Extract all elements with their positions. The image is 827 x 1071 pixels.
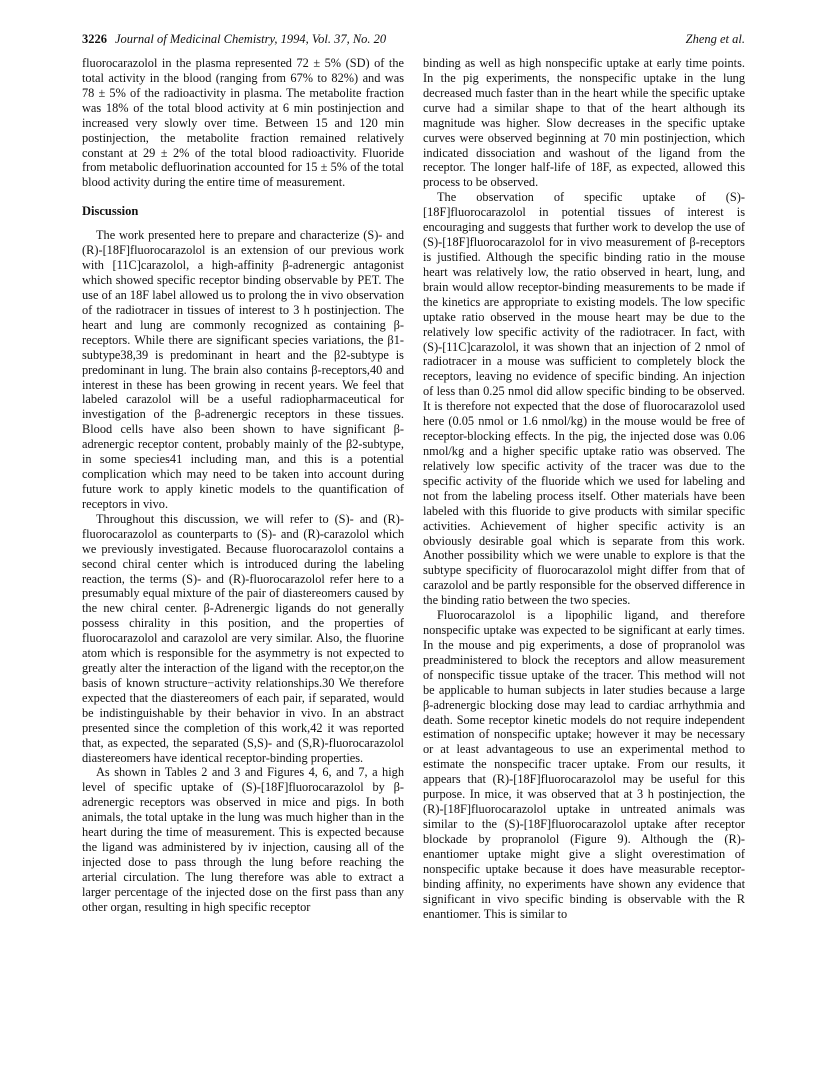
discussion-paragraph-4: The observation of specific uptake of (S)-[18F]fluorocarazolol in potential tissues of interest is encouraging and suggests that further work to develop the use of (S)-[18F]fluorocarazolol for in vivo measurement of β-receptors is justified. Although the specific binding ratio in the mouse heart was relatively low, the ratio observed in heart, lung, and brain would allow receptor-binding measurements to be made if the kinetics are appropriate to existing models. The low specific uptake ratio observed in the mouse heart may be due to the relatively low specific activity of the radiotracer. In fact, with (S)-[11C]carazolol, it was shown that an injection of 2 nmol of radiotracer in a mouse was sufficient to completely block the receptors, leaving no evidence of specific binding. An injection of less than 0.25 nmol did allow specific binding to be observed. It is therefore not expected that the dose of fluorocarazolol used here (0.05 nmol or 1.6 nmol/kg) in the mouse would be free of receptor-blocking effects. In the pig, the injected dose was 0.06 nmol/kg and a higher specific uptake ratio was observed. The relatively low specific activity of the tracer was due to the specific activity of the fluoride which we used for labeling and not from the labeling process itself. Other materials have been labeled with this fluoride to give products with similar specific activities. Achievement of higher specific activity is an obviously desirable goal which is separate from this work. Another possibility which we were unable to explore is that the subtype specificity of fluorocarazolol might differ from that of carazolol and be partly responsible for the observed difference in the binding ratio between the two species.	[423, 190, 745, 608]
section-heading-discussion: Discussion	[82, 204, 139, 219]
running-authors: Zheng et al.	[685, 32, 745, 46]
journal-citation: Journal of Medicinal Chemistry, 1994, Vol. 37, No. 20	[115, 32, 387, 46]
discussion-paragraph-1: The work presented here to prepare and characterize (S)- and (R)-[18F]fluorocarazolol is an extension of our previous work with [11C]carazolol, a high-affinity β-adrenergic antagonist which showed specific receptor binding observable by PET. The use of an 18F label allowed us to prolong the in vivo observation of the radiotracer in tissues of interest to 3 h postinjection. The heart and lung are commonly recognized as containing β-receptors. While there are significant species variations, the β1-subtype38,39 is predominant in heart and the β2-subtype is predominant in lung. The brain also contains β-receptors,40 and interest in these has been growing in recent years. We feel that labeled carazolol will be a useful radiopharmaceutical for investigation of the β-adrenergic receptors in these tissues. Blood cells have also been shown to have significant β-adrenergic receptor content, probably mainly of the β2-subtype, in some species41 including man, and this is a potential complication which may need to be taken into account during future work to apply kinetic models to the quantification of receptors in vivo.	[82, 228, 404, 511]
results-paragraph-continued: fluorocarazolol in the plasma represented 72 ± 5% (SD) of the total activity in the blood (ranging from 67% to 82%) and was 78 ± 5% of the radioactivity in plasma. The metabolite fraction was 18% of the total blood activity at 6 min postinjection and increased very slowly over time. Between 15 and 120 min postinjection, the metabolite fraction remained relatively constant at 29 ± 2% of the total blood radioactivity. Fluoride from metabolic defluorination accounted for 15 ± 5% of the total blood activity during the entire time of measurement.	[82, 56, 404, 190]
discussion-paragraph-3-continued: binding as well as high nonspecific uptake at early time points. In the pig experiments, the nonspecific uptake in the lung decreased much faster than in the heart while the specific uptake curve had a similar shape to that of the heart although its magnitude was higher. Slow decreases in the specific uptake curves were observed beginning at 70 min postinjection, which indicated dissociation and washout of the ligand from the receptor. The longer half-life of 18F, as expected, allowed this process to be observed.	[423, 56, 745, 190]
right-column	[423, 56, 745, 921]
running-header	[82, 32, 745, 50]
discussion-paragraph-2: Throughout this discussion, we will refer to (S)- and (R)-fluorocarazolol as counterparts to (S)- and (R)-carazolol which we previously investigated. Because fluorocarazolol contains a second chiral center which is introduced during the labeling reaction, the terms (S)- and (R)-fluorocarazolol refer here to a presumably equal mixture of the pair of diastereomers caused by the new chiral center. β-Adrenergic ligands do not generally possess chirality in this position, and the properties of fluorocarazolol and carazolol are very similar. Also, the fluorine atom which is responsible for the asymmetry is not expected to greatly alter the interaction of the ligand with the receptor,on the basis of known structure−activity relationships.30 We therefore expected that the diastereomers of each pair, if separated, would be indistinguishable by their behavior in vivo. In an abstract presented since the completion of this work,42 it was reported that, as expected, the separated (S,S)- and (S,R)-fluorocarazolol diastereomers have identical receptor-binding properties.	[82, 511, 404, 765]
page-number: 3226	[82, 32, 107, 46]
discussion-paragraph-5: Fluorocarazolol is a lipophilic ligand, and therefore nonspecific uptake was expected to be significant at early times. In the mouse and pig experiments, a dose of propranolol was preadministered to block the receptors and allow measurement of nonspecific tissue uptake of the tracer. This method will not be applicable to human subjects in later studies because a large β-adrenergic blocking dose may lead to cardiac arrhythmia and death. Some receptor kinetic models do not require independent estimation of nonspecific uptake; however it may be necessary or at least advantageous to use an experimental method to estimate the nonspecific tracer uptake. From our results, it appears that (R)-[18F]fluorocarazolol may be useful for this purpose. In mice, it was observed that at 3 h postinjection, the (R)-[18F]fluorocarazolol uptake in untreated animals was similar to the (S)-[18F]fluorocarazolol uptake after receptor blockade by propranolol (Figure 9). Although the (R)-enantiomer uptake might give a slight overestimation of nonspecific uptake because it does have measurable receptor-binding affinity, no experiments have shown any evidence that significant in vivo specific binding is observable with the R enantiomer. This is similar to	[423, 608, 745, 921]
discussion-paragraph-3: As shown in Tables 2 and 3 and Figures 4, 6, and 7, a high level of specific uptake of (S)-[18F]fluorocarazolol by β-adrenergic receptors was observed in mice and pigs. In both animals, the total uptake in the lung was much higher than in the heart during the time of measurement. This is expected because the ligand was administered by iv injection, causing all of the injected dose to pass through the lung before reaching the arterial circulation. The lung therefore was able to extract a larger percentage of the injected dose on the first pass than any other organ, resulting in high specific receptor	[82, 765, 404, 914]
left-column	[82, 56, 404, 915]
